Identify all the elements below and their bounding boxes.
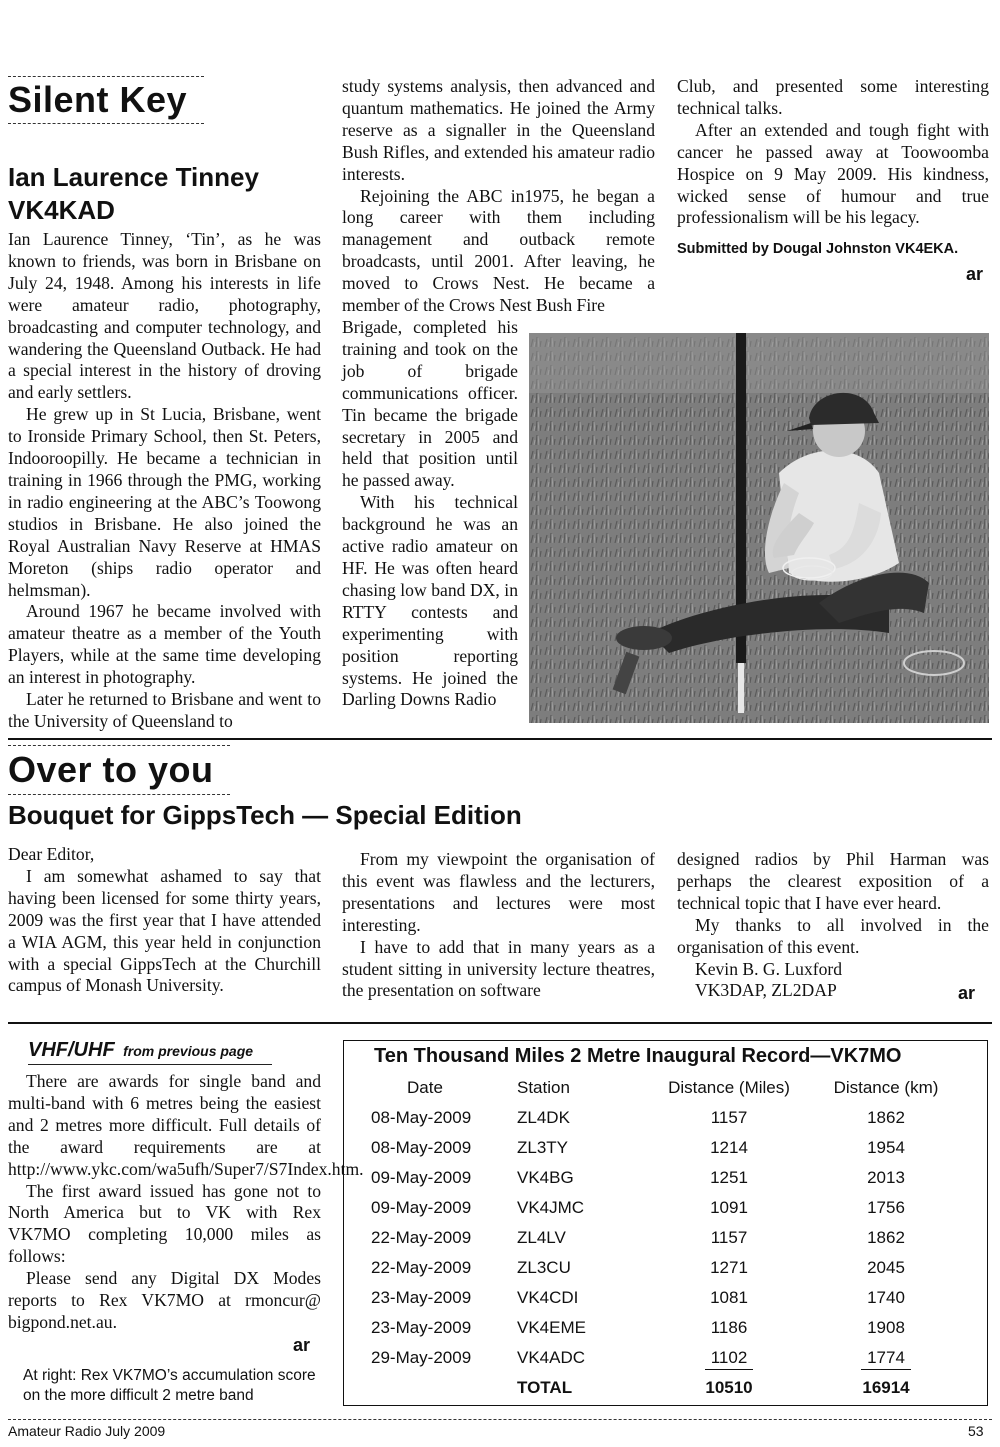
table-header-row [371, 1073, 961, 1103]
vhf-from-previous: from previous page [123, 1043, 254, 1059]
date-cell: 09-May-2009 [371, 1198, 472, 1217]
miles-cell: 1157 [710, 1108, 748, 1127]
station-cell: ZL4DK [517, 1108, 570, 1127]
silent-key-column-1 [8, 229, 321, 733]
column-header: Station [517, 1078, 570, 1097]
silent-key-column-2-top [342, 76, 655, 317]
paragraph: He grew up in St Lucia, Brisbane, went to Ironside Primary School, then St. Peters, Indooroopilly. He became a technician in training in 1966 through the PMG, working in radio engineering at the ABC’s Toowong studios in Brisbane. He also joined the Royal Australian Navy Reserve at HMAS Moreton (ships radio operator and helmsman). [8, 404, 321, 600]
paragraph: With his technical background he was an active radio amateur on HF. He was often heard chasing low band DX, in RTTY contests and experimenting with position reporting systems. He joined the Darling Downs Radio [342, 492, 518, 710]
table-row [371, 1253, 961, 1283]
km-cell: 1862 [867, 1108, 905, 1127]
end-mark: ar [966, 264, 984, 284]
table-caption: At right: Rex VK7MO’s accumulation score on the more difficult 2 metre band [23, 1367, 316, 1404]
station-cell: VK4BG [517, 1168, 574, 1187]
km-cell: 1954 [867, 1138, 905, 1157]
km-value: 1774 [861, 1348, 911, 1370]
footer-rule [8, 1419, 992, 1420]
km-cell: 2013 [867, 1168, 905, 1187]
km-cell: 1862 [867, 1228, 905, 1247]
date-cell: 09-May-2009 [371, 1168, 472, 1187]
letter-column-1 [8, 844, 321, 997]
station-cell: ZL4LV [517, 1228, 566, 1247]
person-name: Ian Laurence Tinney [8, 162, 259, 192]
table-row [371, 1283, 961, 1313]
table-row [371, 1223, 961, 1253]
submitted-by: Submitted by Dougal Johnston VK4EKA. [677, 241, 959, 257]
salutation: Dear Editor, [8, 844, 95, 864]
table-row [371, 1163, 961, 1193]
footer-publication: Amateur Radio July 2009 [8, 1423, 166, 1439]
signature-name: Kevin B. G. Luxford [695, 958, 843, 979]
section-divider [8, 1022, 992, 1024]
vhf-column [8, 1071, 364, 1334]
record-table-title: Ten Thousand Miles 2 Metre Inaugural Record—VK7MO [374, 1045, 902, 1067]
paragraph: designed radios by Phil Harman was perhaps the clearest exposition of a technical topic that I have ever heard. [677, 849, 989, 913]
end-mark: ar [958, 983, 976, 1003]
paragraph: Ian Laurence Tinney, ‘Tin’, as he was known to friends, was born in Brisbane on July 24, 1948. Among his interests in life were amateur radio, photography, broadcasting and computer technology, and wandering the Queensland Outback. He had a special interest in the history of droving and early settlers. [8, 229, 321, 403]
photo-operator-in-field [529, 333, 989, 723]
section-title-silent-key: Silent Key [8, 79, 188, 120]
km-cell: 1908 [867, 1318, 905, 1337]
paragraph: I am somewhat ashamed to say that having been licensed for some thirty years, 2009 was the first year that I have attended a WIA AGM, this year held in conjunction with a special GippsTech at the Churchill campus of Monash University. [8, 865, 321, 996]
paragraph: Rejoining the ABC in1975, he began a long career with them including management and outback remote broadcasts, until 2001. After leaving, he moved to Crows Nest. He became a member of the Crows Nest Bush Fire [342, 185, 655, 316]
column-header: Distance (km) [833, 1078, 939, 1097]
date-cell: 29-May-2009 [371, 1348, 472, 1367]
letter-column-3 [677, 849, 989, 1002]
miles-cell: 1271 [710, 1258, 748, 1277]
silent-key-column-3 [677, 76, 989, 229]
footer-page-number: 53 [968, 1423, 984, 1439]
station-cell: VK4JMC [517, 1198, 585, 1217]
paragraph: The first award issued has gone not to North America but to VK with Rex VK7MO completing 10,000 miles as follows: [8, 1180, 321, 1267]
date-cell: 22-May-2009 [371, 1258, 472, 1277]
paragraph: study systems analysis, then advanced and quantum mathematics. He joined the Army reserve as a signaller in the Queensland Bush Rifles, and extended his amateur radio interests. [342, 76, 655, 184]
miles-cell: 1214 [710, 1138, 748, 1157]
record-table-box [343, 1040, 988, 1406]
table-row [371, 1103, 961, 1133]
table-row [371, 1193, 961, 1223]
column-header: Distance (Miles) [668, 1078, 790, 1097]
miles-value: 1102 [705, 1348, 754, 1370]
paragraph: I have to add that in many years as a student sitting in university lecture theatres, the presentation on software [342, 936, 655, 1001]
silent-key-column-2-narrow [342, 317, 518, 711]
table-row [371, 1133, 961, 1163]
miles-cell [647, 1343, 811, 1373]
km-cell: 1756 [867, 1198, 905, 1217]
signature-calls: VK3DAP, ZL2DAP [695, 980, 837, 1001]
station-cell: ZL3CU [517, 1258, 571, 1277]
paragraph: Brigade, completed his training and took on the job of brigade communications officer. Tin became the brigade secretary in 2005 and held that position until he passed away. [342, 317, 518, 491]
column-header: Date [407, 1078, 443, 1097]
record-table [371, 1073, 961, 1403]
table-row [371, 1343, 961, 1373]
miles-cell: 1186 [710, 1318, 748, 1337]
miles-cell: 1081 [710, 1288, 748, 1307]
km-cell: 1740 [867, 1288, 905, 1307]
miles-cell: 1251 [710, 1168, 748, 1187]
station-cell: VK4EME [517, 1318, 586, 1337]
person-callsign: VK4KAD [8, 195, 115, 225]
vhf-title: VHF/UHF [28, 1039, 115, 1061]
total-miles: 10510 [705, 1378, 753, 1397]
end-mark: ar [293, 1335, 311, 1355]
letter-headline: Bouquet for GippsTech — Special Edition [8, 800, 522, 830]
field-photo-illustration [529, 333, 989, 723]
miles-cell: 1157 [710, 1228, 748, 1247]
station-cell: VK4CDI [517, 1288, 579, 1307]
date-cell: 23-May-2009 [371, 1288, 472, 1307]
paragraph: Around 1967 he became involved with amateur theatre as a member of the Youth Players, while at the same time developing an interest in photography. [8, 601, 321, 688]
date-cell: 23-May-2009 [371, 1318, 472, 1337]
total-km: 16914 [862, 1378, 910, 1397]
table-row [371, 1313, 961, 1343]
paragraph: From my viewpoint the organisation of this event was flawless and the lecturers, presentations and lectures were most interesting. [342, 849, 655, 935]
paragraph: My thanks to all involved in the organisation of this event. [677, 914, 989, 957]
date-cell: 08-May-2009 [371, 1108, 472, 1127]
date-cell: 08-May-2009 [371, 1138, 472, 1157]
paragraph: Club, and presented some interesting technical talks. [677, 76, 989, 118]
paragraph: Please send any Digital DX Modes reports to Rex VK7MO at rmoncur@ bigpond.net.au. [8, 1268, 321, 1332]
header-divider [8, 738, 992, 740]
station-cell: ZL3TY [517, 1138, 569, 1157]
km-cell [811, 1343, 961, 1373]
vhf-heading [28, 1039, 253, 1062]
date-cell: 22-May-2009 [371, 1228, 472, 1247]
letter-column-2 [342, 849, 655, 1002]
table-total-row [371, 1373, 961, 1403]
paragraph: After an extended and tough fight with cancer he passed away at Toowoomba Hospice on 9 May 2009. His kindness, wicked sense of humour and true professionalism will be his legacy. [677, 119, 989, 228]
section-title-over-to-you: Over to you [8, 749, 214, 790]
miles-cell: 1091 [710, 1198, 748, 1217]
paragraph: There are awards for single band and multi-band with 6 metres being the easiest and 2 metres more difficult. Full details of the award requirements are at http://www.ykc.com/wa5ufh/Super7/S7Index.htm. [8, 1071, 364, 1179]
paragraph: Later he returned to Brisbane and went to the University of Queensland to [8, 689, 321, 731]
station-cell: VK4ADC [517, 1348, 586, 1367]
km-cell: 2045 [867, 1258, 905, 1277]
total-label: TOTAL [517, 1378, 573, 1397]
